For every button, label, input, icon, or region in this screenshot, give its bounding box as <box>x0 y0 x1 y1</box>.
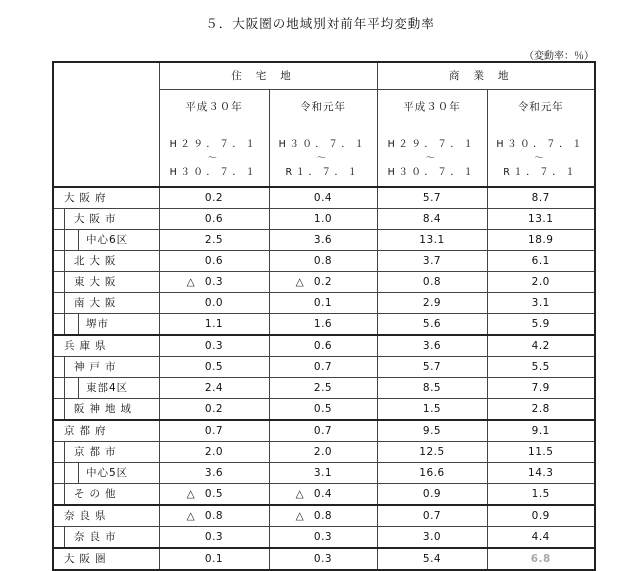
commercial-h30-header <box>377 90 487 188</box>
residential-h30-header <box>159 90 269 188</box>
value-cell <box>159 251 269 272</box>
value-cell <box>487 420 595 442</box>
value-cell <box>487 463 595 484</box>
value: 0.4 <box>313 192 333 204</box>
indent-line <box>64 357 65 377</box>
value: 1.0 <box>313 213 333 225</box>
value: 3.1 <box>313 467 333 479</box>
table-row <box>53 505 595 527</box>
indent-line <box>64 399 65 419</box>
value: 5.7 <box>422 192 442 204</box>
negative-marker: △ <box>295 510 305 522</box>
value-cell <box>159 420 269 442</box>
value-cell <box>269 378 377 399</box>
value-cell <box>487 293 595 314</box>
value-cell <box>159 293 269 314</box>
region-name-cell <box>53 293 159 314</box>
range-tilde: 〜 <box>316 153 330 164</box>
region-name-cell <box>53 378 159 399</box>
residential-r1-header <box>269 90 377 188</box>
range-end: H３０．７．１ <box>387 167 477 178</box>
table-row <box>53 399 595 421</box>
region-name: 中心6区 <box>86 234 129 246</box>
value-cell <box>487 484 595 506</box>
value-cell <box>269 442 377 463</box>
value: 2.5 <box>204 234 224 246</box>
value-cell <box>487 251 595 272</box>
indent-line <box>64 230 65 250</box>
table-row <box>53 335 595 357</box>
value-cell <box>269 335 377 357</box>
value-cell <box>377 272 487 293</box>
value-cell <box>269 548 377 570</box>
value-cell <box>377 314 487 336</box>
region-name-cell <box>53 399 159 421</box>
indent-line <box>64 272 65 292</box>
range-tilde: 〜 <box>534 153 548 164</box>
value: 2.9 <box>422 297 442 309</box>
value-cell <box>159 357 269 378</box>
indent-line <box>78 378 79 398</box>
value: 13.1 <box>419 234 445 246</box>
value: 0.8 <box>313 510 333 522</box>
value: 1.6 <box>313 318 333 330</box>
table-row <box>53 187 595 209</box>
region-name-cell <box>53 420 159 442</box>
region-name: 東部4区 <box>86 382 129 394</box>
indent-line <box>64 378 65 398</box>
value: 8.7 <box>531 192 550 204</box>
year-label: 平成３０年 <box>185 101 243 113</box>
table-row <box>53 527 595 549</box>
region-name: その他 <box>74 488 121 500</box>
indent-line <box>78 314 79 334</box>
region-name: 南大阪 <box>74 297 121 309</box>
value-cell <box>377 251 487 272</box>
negative-marker: △ <box>186 276 196 288</box>
value-cell <box>487 505 595 527</box>
region-name: 京都府 <box>64 425 111 437</box>
region-name: 大阪圏 <box>64 553 111 565</box>
value: 0.2 <box>204 403 224 415</box>
value-cell <box>269 527 377 549</box>
region-name: 阪神地域 <box>74 403 136 415</box>
range-start: H２９．７．１ <box>387 139 477 150</box>
indent-line <box>64 209 65 229</box>
value-cell <box>377 357 487 378</box>
value-cell <box>159 209 269 230</box>
value-cell <box>269 272 377 293</box>
range-end: R１．７．１ <box>285 167 361 178</box>
value: 0.9 <box>531 510 550 522</box>
value: 0.3 <box>313 553 333 565</box>
value: 16.6 <box>419 467 445 479</box>
table-row <box>53 484 595 506</box>
value-cell <box>159 314 269 336</box>
value-cell <box>269 293 377 314</box>
indent-line <box>64 293 65 313</box>
value: 0.1 <box>313 297 333 309</box>
value-cell <box>377 399 487 421</box>
region-name-cell <box>53 272 159 293</box>
value-cell <box>159 527 269 549</box>
value-cell <box>159 399 269 421</box>
value: 11.5 <box>528 446 554 458</box>
value: 3.7 <box>422 255 442 267</box>
value: 0.3 <box>313 531 333 543</box>
region-name-cell <box>53 335 159 357</box>
value: 18.9 <box>528 234 554 246</box>
value: 0.0 <box>204 297 224 309</box>
value-cell <box>159 272 269 293</box>
value: 0.3 <box>204 531 224 543</box>
value: 2.0 <box>531 276 550 288</box>
value-cell <box>159 548 269 570</box>
value-cell <box>159 187 269 209</box>
value-cell <box>159 378 269 399</box>
region-name: 大阪市 <box>74 213 121 225</box>
region-name-cell <box>53 463 159 484</box>
table-row <box>53 548 595 570</box>
indent-line <box>64 251 65 271</box>
region-name: 奈良市 <box>74 531 121 543</box>
range-tilde: 〜 <box>425 153 439 164</box>
indent-line <box>64 484 65 504</box>
negative-marker: △ <box>295 488 305 500</box>
rate-table-container <box>52 61 594 565</box>
range-start: H３０．７．１ <box>496 139 586 150</box>
value: 8.4 <box>422 213 442 225</box>
value: 9.1 <box>531 425 550 437</box>
value: 6.8 <box>530 553 551 565</box>
value: 0.7 <box>204 425 224 437</box>
value-cell <box>269 399 377 421</box>
value: 9.5 <box>422 425 442 437</box>
commercial-header: 商業地 <box>377 62 595 90</box>
value-cell <box>377 548 487 570</box>
value-cell <box>159 505 269 527</box>
value: 14.3 <box>528 467 554 479</box>
region-name-cell <box>53 230 159 251</box>
indent-line <box>64 527 65 547</box>
value: 8.5 <box>422 382 442 394</box>
value-cell <box>377 420 487 442</box>
value: 0.1 <box>204 553 224 565</box>
value: 0.6 <box>204 213 224 225</box>
indent-line <box>64 442 65 462</box>
value-cell <box>269 209 377 230</box>
value: 2.0 <box>313 446 333 458</box>
value: 2.5 <box>313 382 333 394</box>
value: 0.8 <box>204 510 224 522</box>
indent-line <box>78 463 79 483</box>
value-cell <box>159 335 269 357</box>
region-name: 兵庫県 <box>64 340 111 352</box>
value: 6.1 <box>531 255 550 267</box>
range-tilde: 〜 <box>207 153 221 164</box>
year-label: 令和元年 <box>300 101 346 113</box>
value: 0.3 <box>204 276 224 288</box>
region-name: 奈良県 <box>64 510 111 522</box>
value-cell <box>377 484 487 506</box>
value-cell <box>487 399 595 421</box>
value: 0.5 <box>204 488 224 500</box>
indent-line <box>64 463 65 483</box>
value: 7.9 <box>531 382 550 394</box>
value-cell <box>377 209 487 230</box>
value-cell <box>487 272 595 293</box>
value-cell <box>487 442 595 463</box>
region-name: 北大阪 <box>74 255 121 267</box>
value-cell <box>487 187 595 209</box>
region-name-cell <box>53 484 159 506</box>
value-cell <box>377 293 487 314</box>
corner-header-cell <box>53 62 159 187</box>
table-row <box>53 251 595 272</box>
range-start: H２９．７．１ <box>169 139 259 150</box>
range-end: R１．７．１ <box>503 167 579 178</box>
value: 0.5 <box>204 361 224 373</box>
value: 0.7 <box>422 510 442 522</box>
value: 0.3 <box>204 340 224 352</box>
value-cell <box>377 230 487 251</box>
value: 0.6 <box>313 340 333 352</box>
value: 1.5 <box>422 403 442 415</box>
value-cell <box>487 548 595 570</box>
region-name-cell <box>53 187 159 209</box>
value-cell <box>269 484 377 506</box>
value-cell <box>377 187 487 209</box>
value: 3.0 <box>422 531 442 543</box>
value: 0.4 <box>313 488 333 500</box>
region-name: 神戸市 <box>74 361 121 373</box>
region-name-cell <box>53 442 159 463</box>
value-cell <box>377 527 487 549</box>
value-cell <box>377 505 487 527</box>
rate-table-body <box>53 187 595 570</box>
table-row <box>53 357 595 378</box>
value-cell <box>159 484 269 506</box>
value-cell <box>487 527 595 549</box>
table-row <box>53 420 595 442</box>
region-name: 東大阪 <box>74 276 121 288</box>
negative-marker: △ <box>295 276 305 288</box>
value-cell <box>269 251 377 272</box>
value-cell <box>487 209 595 230</box>
value-cell <box>487 335 595 357</box>
region-name-cell <box>53 505 159 527</box>
value: 3.1 <box>531 297 550 309</box>
value: 1.5 <box>531 488 550 500</box>
value: 3.6 <box>313 234 333 246</box>
indent-line <box>64 314 65 334</box>
region-name: 中心5区 <box>86 467 129 479</box>
page-title: ５．大阪圏の地域別対前年平均変動率 <box>205 16 435 31</box>
region-name: 堺市 <box>86 318 109 330</box>
value-cell <box>269 314 377 336</box>
region-name: 大阪府 <box>64 192 111 204</box>
value: 0.5 <box>313 403 333 415</box>
value: 4.2 <box>531 340 550 352</box>
value: 0.7 <box>313 425 333 437</box>
value: 5.6 <box>422 318 442 330</box>
region-name: 京都市 <box>74 446 121 458</box>
table-row <box>53 230 595 251</box>
value: 13.1 <box>528 213 554 225</box>
indent-line <box>78 230 79 250</box>
year-label: 平成３０年 <box>403 101 461 113</box>
table-row <box>53 378 595 399</box>
value: 1.1 <box>204 318 224 330</box>
value: 0.2 <box>204 192 224 204</box>
value-cell <box>159 463 269 484</box>
table-row <box>53 209 595 230</box>
value-cell <box>269 505 377 527</box>
value-cell <box>269 420 377 442</box>
value: 0.8 <box>422 276 442 288</box>
value: 5.5 <box>531 361 550 373</box>
value-cell <box>377 442 487 463</box>
table-row <box>53 314 595 336</box>
value-cell <box>159 442 269 463</box>
value-cell <box>269 187 377 209</box>
value: 3.6 <box>204 467 224 479</box>
value: 5.4 <box>422 553 442 565</box>
residential-header: 住宅地 <box>159 62 377 90</box>
value: 3.6 <box>422 340 442 352</box>
year-label: 令和元年 <box>517 101 564 113</box>
region-name-cell <box>53 527 159 549</box>
region-name-cell <box>53 209 159 230</box>
value: 0.9 <box>422 488 442 500</box>
value: 0.8 <box>313 255 333 267</box>
commercial-r1-header <box>487 90 595 188</box>
value: 2.4 <box>204 382 224 394</box>
value-cell <box>377 378 487 399</box>
value: 5.9 <box>531 318 550 330</box>
value-cell <box>487 378 595 399</box>
value-cell <box>377 335 487 357</box>
value: 0.7 <box>313 361 333 373</box>
value-cell <box>487 314 595 336</box>
value: 4.4 <box>531 531 550 543</box>
value-cell <box>487 357 595 378</box>
range-start: H３０．７．１ <box>278 139 368 150</box>
value-cell <box>269 357 377 378</box>
value-cell <box>377 463 487 484</box>
unit-label: （変動率：％） <box>524 51 594 62</box>
negative-marker: △ <box>186 510 196 522</box>
rate-table <box>52 61 596 571</box>
value: 2.8 <box>531 403 550 415</box>
region-name-cell <box>53 548 159 570</box>
value: 2.0 <box>204 446 224 458</box>
table-row <box>53 463 595 484</box>
region-name-cell <box>53 357 159 378</box>
table-row <box>53 293 595 314</box>
table-row <box>53 272 595 293</box>
range-end: H３０．７．１ <box>169 167 259 178</box>
value-cell <box>269 230 377 251</box>
table-row <box>53 442 595 463</box>
value: 0.6 <box>204 255 224 267</box>
region-name-cell <box>53 251 159 272</box>
region-name-cell <box>53 314 159 336</box>
value-cell <box>269 463 377 484</box>
value: 0.2 <box>313 276 333 288</box>
value: 12.5 <box>419 446 445 458</box>
negative-marker: △ <box>186 488 196 500</box>
value-cell <box>487 230 595 251</box>
value-cell <box>159 230 269 251</box>
value: 5.7 <box>422 361 442 373</box>
